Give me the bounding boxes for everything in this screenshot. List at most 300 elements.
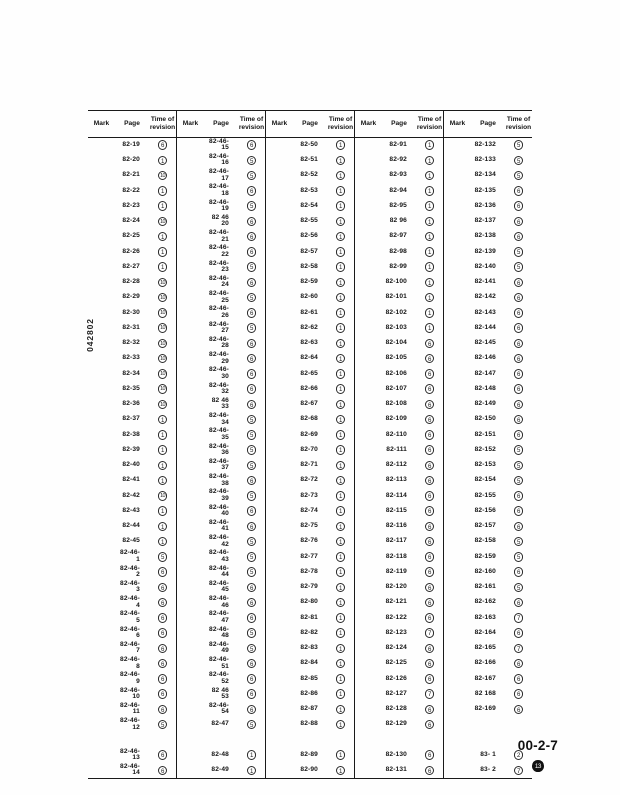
revision-circle-mark: 6 bbox=[425, 445, 435, 455]
cell-page-number: 82-153 bbox=[474, 461, 496, 469]
cell-page-number: 82-46-54 bbox=[209, 701, 229, 716]
footer-revision-circle: 13 bbox=[532, 760, 544, 772]
column-header-page-2: Page bbox=[204, 111, 238, 138]
table-row bbox=[88, 748, 532, 763]
revision-circle-mark: 1 bbox=[336, 461, 346, 471]
revision-circle-mark: 6 bbox=[425, 583, 435, 593]
cell-page-number: 82-154 bbox=[474, 476, 496, 484]
cell-mark bbox=[177, 382, 205, 397]
cell-time-of-revision bbox=[505, 626, 532, 641]
cell-mark bbox=[177, 488, 205, 503]
table-row bbox=[88, 702, 532, 717]
cell-page-number: 82-46-47 bbox=[209, 610, 229, 624]
revision-circle-mark: 6 bbox=[425, 705, 435, 715]
table-row bbox=[88, 275, 532, 290]
cell-page-number: 82-26 bbox=[122, 247, 140, 255]
cell-mark bbox=[88, 153, 115, 168]
cell-time-of-revision bbox=[149, 748, 177, 763]
cell-mark bbox=[444, 717, 472, 732]
cell-mark bbox=[266, 214, 294, 229]
cell-page-number: 82-128 bbox=[385, 705, 407, 713]
cell-page-number: 82-46-39 bbox=[209, 488, 229, 502]
cell-page-number: 82-121 bbox=[385, 598, 407, 606]
cell-time-of-revision bbox=[505, 336, 532, 351]
cell-page-number: 82-24 bbox=[122, 217, 140, 225]
cell-mark bbox=[88, 687, 115, 702]
cell-page-number: 82-116 bbox=[385, 522, 407, 530]
table-row bbox=[88, 153, 532, 168]
cell-time-of-revision bbox=[327, 732, 355, 747]
cell-page-number: 82-131 bbox=[382, 763, 416, 779]
cell-time-of-revision bbox=[327, 763, 355, 779]
cell-page-number: 82-52 bbox=[300, 171, 318, 179]
revision-circle-mark: 1 bbox=[336, 400, 346, 410]
cell-time-of-revision bbox=[327, 488, 355, 503]
cell-mark bbox=[266, 717, 294, 732]
cell-mark bbox=[88, 137, 115, 153]
cell-page-number: 82-79 bbox=[300, 583, 318, 591]
revision-circle-mark: 10 bbox=[158, 278, 168, 288]
revision-circle-mark: 5 bbox=[247, 201, 257, 211]
cell-mark bbox=[444, 427, 472, 442]
revision-circle-mark: 5 bbox=[514, 461, 524, 471]
cell-mark bbox=[266, 336, 294, 351]
cell-mark bbox=[177, 458, 205, 473]
revision-circle-mark: 6 bbox=[247, 308, 257, 318]
revision-circle-mark: 6 bbox=[514, 506, 524, 516]
cell-time-of-revision bbox=[416, 366, 444, 381]
cell-mark bbox=[444, 763, 472, 779]
revision-circle-mark: 6 bbox=[514, 339, 524, 349]
cell-page-number: 82-126 bbox=[385, 674, 407, 682]
cell-page-number: 82-132 bbox=[474, 140, 496, 148]
revision-circle-mark: 6 bbox=[158, 628, 168, 638]
cell-page-number: 82-99 bbox=[389, 262, 407, 270]
cell-mark bbox=[177, 687, 205, 702]
cell-page-number: 82-158 bbox=[474, 537, 496, 545]
cell-time-of-revision bbox=[149, 488, 177, 503]
cell-time-of-revision bbox=[327, 336, 355, 351]
cell-mark bbox=[444, 412, 472, 427]
revision-circle-mark: 1 bbox=[158, 522, 168, 532]
cell-time-of-revision bbox=[505, 366, 532, 381]
cell-page-number: 82-49 bbox=[204, 763, 238, 779]
revision-circle-mark: 6 bbox=[514, 705, 524, 715]
cell-page-number: 82-28 bbox=[122, 278, 140, 286]
column-header-time-of-revision-5: Time of revision bbox=[505, 111, 532, 138]
cell-mark bbox=[444, 183, 472, 198]
revision-circle-mark: 1 bbox=[336, 750, 346, 760]
revision-circle-mark: 6 bbox=[247, 705, 257, 715]
revision-circle-mark: 6 bbox=[158, 705, 168, 715]
cell-mark bbox=[266, 671, 294, 686]
revision-circle-mark: 1 bbox=[336, 476, 346, 486]
cell-mark bbox=[355, 260, 383, 275]
revision-circle-mark: 5 bbox=[247, 293, 257, 303]
cell-page-number: 82-46-52 bbox=[209, 671, 229, 685]
cell-time-of-revision bbox=[416, 199, 444, 214]
cell-page-number: 82-58 bbox=[300, 262, 318, 270]
cell-page-number: 82-69 bbox=[300, 430, 318, 438]
cell-page-number: 82-46-28 bbox=[209, 335, 229, 350]
revision-circle-mark: 1 bbox=[425, 217, 435, 227]
cell-time-of-revision bbox=[416, 214, 444, 229]
cell-page-number: 82-139 bbox=[474, 247, 496, 255]
revision-circle-mark: 6 bbox=[425, 613, 435, 623]
revision-circle-mark: 6 bbox=[514, 689, 524, 699]
cell-page-number: 82-29 bbox=[122, 293, 140, 301]
cell-time-of-revision bbox=[238, 397, 266, 412]
revision-circle-mark: 1 bbox=[158, 232, 168, 242]
cell-time-of-revision bbox=[238, 412, 266, 427]
revision-circle-mark: 6 bbox=[514, 308, 524, 318]
cell-time-of-revision bbox=[505, 534, 532, 549]
column-header-mark-4: Mark bbox=[355, 111, 383, 138]
cell-page-number: 82-46-21 bbox=[209, 229, 229, 243]
cell-mark bbox=[355, 153, 383, 168]
cell-time-of-revision bbox=[505, 473, 532, 488]
revision-circle-mark: 6 bbox=[247, 400, 257, 410]
revision-circle-mark: 6 bbox=[247, 506, 257, 516]
cell-mark bbox=[444, 610, 472, 625]
cell-page-number: 82-70 bbox=[300, 445, 318, 453]
cell-mark bbox=[355, 626, 383, 641]
revision-circle-mark: 1 bbox=[425, 186, 435, 196]
cell-mark bbox=[177, 519, 205, 534]
cell-mark bbox=[88, 214, 115, 229]
cell-page-number: 82-141 bbox=[474, 278, 496, 286]
cell-time-of-revision bbox=[238, 748, 266, 763]
cell-time-of-revision bbox=[416, 183, 444, 198]
cell-time-of-revision bbox=[327, 656, 355, 671]
cell-page-number: 82-36 bbox=[122, 400, 140, 408]
cell-page-number: 82-53 bbox=[300, 186, 318, 194]
revision-circle-mark: 5 bbox=[247, 156, 257, 166]
cell-time-of-revision bbox=[238, 717, 266, 732]
table-row bbox=[88, 610, 532, 625]
revision-circle-mark: 5 bbox=[158, 552, 168, 562]
cell-mark bbox=[88, 199, 115, 214]
cell-mark bbox=[88, 519, 115, 534]
cell-time-of-revision bbox=[327, 443, 355, 458]
cell-page-number bbox=[471, 717, 505, 732]
column-header-time-of-revision-2: Time of revision bbox=[238, 111, 266, 138]
revision-circle-mark: 6 bbox=[425, 674, 435, 684]
revision-circle-mark: 6 bbox=[247, 369, 257, 379]
revision-circle-mark: 6 bbox=[247, 140, 257, 150]
column-header-time-of-revision-1: Time of revision bbox=[149, 111, 177, 138]
cell-page-number: 82-94 bbox=[389, 186, 407, 194]
revision-circle-mark: 5 bbox=[247, 567, 257, 577]
cell-time-of-revision bbox=[149, 717, 177, 732]
cell-page-number: 82-77 bbox=[300, 552, 318, 560]
cell-page-number: 82-123 bbox=[385, 628, 407, 636]
cell-page-number: 82-95 bbox=[389, 201, 407, 209]
cell-mark bbox=[177, 656, 205, 671]
cell-time-of-revision bbox=[327, 595, 355, 610]
cell-mark bbox=[444, 748, 472, 763]
cell-time-of-revision bbox=[238, 382, 266, 397]
cell-time-of-revision bbox=[327, 153, 355, 168]
revision-circle-mark: 1 bbox=[336, 201, 346, 211]
cell-time-of-revision bbox=[149, 595, 177, 610]
cell-time-of-revision bbox=[416, 153, 444, 168]
cell-mark bbox=[177, 565, 205, 580]
cell-time-of-revision bbox=[416, 519, 444, 534]
revision-circle-mark: 6 bbox=[247, 476, 257, 486]
cell-page-number: 82-142 bbox=[474, 293, 496, 301]
cell-time-of-revision bbox=[327, 168, 355, 183]
cell-time-of-revision bbox=[416, 305, 444, 320]
cell-mark bbox=[177, 626, 205, 641]
revision-circle-mark: 5 bbox=[247, 171, 257, 181]
cell-page-number: 82-46-32 bbox=[209, 381, 229, 396]
cell-mark bbox=[88, 351, 115, 366]
table-row bbox=[88, 397, 532, 412]
cell-page-number: 82-138 bbox=[474, 232, 496, 240]
cell-time-of-revision bbox=[238, 565, 266, 580]
table-row bbox=[88, 427, 532, 442]
cell-page-number: 82-104 bbox=[385, 339, 407, 347]
revision-circle-mark: 1 bbox=[336, 430, 346, 440]
revision-circle-mark: 6 bbox=[158, 613, 168, 623]
cell-mark bbox=[177, 321, 205, 336]
cell-page-number: 82-46-41 bbox=[209, 518, 229, 533]
cell-time-of-revision bbox=[327, 214, 355, 229]
revision-circle-mark: 1 bbox=[336, 369, 346, 379]
cell-page-number: 82-150 bbox=[474, 415, 496, 423]
table-row bbox=[88, 488, 532, 503]
cell-time-of-revision bbox=[505, 412, 532, 427]
cell-time-of-revision bbox=[505, 641, 532, 656]
cell-page-number: 82 168 bbox=[474, 689, 496, 697]
cell-page-number: 82 46 33 bbox=[211, 396, 229, 411]
revision-circle-mark: 1 bbox=[336, 522, 346, 532]
cell-page-number: 82-106 bbox=[385, 369, 407, 377]
cell-mark bbox=[266, 427, 294, 442]
cell-mark bbox=[355, 687, 383, 702]
cell-time-of-revision bbox=[238, 626, 266, 641]
revision-circle-mark: 1 bbox=[336, 308, 346, 318]
cell-page-number: 82-50 bbox=[300, 140, 318, 148]
cell-mark bbox=[355, 504, 383, 519]
cell-mark bbox=[266, 153, 294, 168]
cell-time-of-revision bbox=[238, 702, 266, 717]
cell-time-of-revision bbox=[149, 260, 177, 275]
cell-page-number bbox=[293, 732, 327, 747]
cell-page-number: 82-27 bbox=[122, 262, 140, 270]
cell-page-number: 82-71 bbox=[300, 461, 318, 469]
cell-page-number: 82-100 bbox=[385, 278, 407, 286]
cell-time-of-revision bbox=[238, 595, 266, 610]
revision-circle-mark: 10 bbox=[158, 323, 168, 333]
cell-page-number: 82-46-23 bbox=[209, 259, 229, 274]
cell-time-of-revision bbox=[505, 260, 532, 275]
table-row bbox=[88, 336, 532, 351]
cell-mark bbox=[444, 275, 472, 290]
revision-circle-mark: 5 bbox=[514, 140, 524, 150]
cell-time-of-revision bbox=[327, 244, 355, 259]
cell-mark bbox=[266, 626, 294, 641]
cell-time-of-revision bbox=[149, 656, 177, 671]
cell-page-number: 82-33 bbox=[122, 354, 140, 362]
revision-circle-mark: 1 bbox=[425, 293, 435, 303]
cell-mark bbox=[355, 336, 383, 351]
cell-time-of-revision bbox=[327, 702, 355, 717]
cell-mark bbox=[88, 641, 115, 656]
cell-time-of-revision bbox=[327, 717, 355, 732]
revision-circle-mark: 6 bbox=[514, 217, 524, 227]
revision-circle-mark: 1 bbox=[425, 308, 435, 318]
cell-mark bbox=[355, 214, 383, 229]
cell-page-number: 82-46-14 bbox=[115, 763, 149, 779]
cell-page-number: 82-46- 8 bbox=[120, 656, 140, 670]
cell-time-of-revision bbox=[238, 229, 266, 244]
cell-mark bbox=[355, 458, 383, 473]
revision-circle-mark: 1 bbox=[336, 247, 346, 257]
cell-mark bbox=[88, 321, 115, 336]
cell-page-number: 82-46-19 bbox=[209, 198, 229, 213]
revision-circle-mark: 6 bbox=[514, 400, 524, 410]
cell-time-of-revision bbox=[416, 336, 444, 351]
cell-time-of-revision bbox=[327, 641, 355, 656]
cell-time-of-revision bbox=[327, 290, 355, 305]
cell-time-of-revision bbox=[149, 168, 177, 183]
cell-mark bbox=[444, 458, 472, 473]
revision-circle-mark: 10 bbox=[158, 308, 168, 318]
cell-time-of-revision bbox=[238, 351, 266, 366]
table-row bbox=[88, 412, 532, 427]
cell-mark bbox=[266, 168, 294, 183]
cell-time-of-revision bbox=[238, 168, 266, 183]
revision-circle-mark: 1 bbox=[336, 766, 346, 776]
cell-time-of-revision bbox=[149, 443, 177, 458]
revision-circle-mark: 6 bbox=[425, 598, 435, 608]
cell-page-number: 82-164 bbox=[474, 628, 496, 636]
cell-mark bbox=[355, 519, 383, 534]
cell-page-number: 82-129 bbox=[385, 720, 407, 728]
revision-circle-mark: 10 bbox=[158, 400, 168, 410]
revision-circle-mark: 10 bbox=[158, 339, 168, 349]
cell-page-number: 82-151 bbox=[474, 430, 496, 438]
table-row bbox=[88, 671, 532, 686]
cell-mark bbox=[266, 763, 294, 779]
cell-page-number: 82-72 bbox=[300, 476, 318, 484]
cell-time-of-revision bbox=[416, 244, 444, 259]
revision-circle-mark: 1 bbox=[336, 186, 346, 196]
cell-time-of-revision bbox=[149, 321, 177, 336]
cell-time-of-revision bbox=[416, 443, 444, 458]
cell-mark bbox=[177, 534, 205, 549]
cell-time-of-revision bbox=[238, 443, 266, 458]
cell-page-number: 82-46- 1 bbox=[120, 549, 140, 563]
revision-circle-mark: 1 bbox=[336, 537, 346, 547]
cell-mark bbox=[355, 595, 383, 610]
revision-circle-mark: 10 bbox=[158, 293, 168, 303]
revision-circle-mark: 5 bbox=[514, 552, 524, 562]
cell-page-number: 82-30 bbox=[122, 308, 140, 316]
revision-circle-mark: 6 bbox=[514, 674, 524, 684]
cell-time-of-revision bbox=[505, 488, 532, 503]
cell-mark bbox=[355, 534, 383, 549]
cell-mark bbox=[444, 549, 472, 564]
cell-mark bbox=[355, 351, 383, 366]
cell-time-of-revision bbox=[149, 366, 177, 381]
cell-time-of-revision bbox=[149, 519, 177, 534]
cell-mark bbox=[88, 565, 115, 580]
revision-circle-mark: 1 bbox=[336, 156, 346, 166]
cell-mark bbox=[444, 504, 472, 519]
cell-page-number: 82-63 bbox=[300, 339, 318, 347]
cell-mark bbox=[355, 610, 383, 625]
revision-circle-mark: 1 bbox=[336, 171, 346, 181]
cell-mark bbox=[177, 244, 205, 259]
cell-page-number: 82-46-40 bbox=[209, 503, 229, 518]
cell-mark bbox=[266, 732, 294, 747]
cell-mark bbox=[266, 397, 294, 412]
cell-time-of-revision bbox=[505, 656, 532, 671]
revision-circle-mark: 1 bbox=[425, 232, 435, 242]
cell-time-of-revision bbox=[416, 382, 444, 397]
table-row bbox=[88, 290, 532, 305]
cell-mark bbox=[266, 656, 294, 671]
revision-circle-mark: 5 bbox=[247, 552, 257, 562]
cell-time-of-revision bbox=[416, 763, 444, 779]
cell-time-of-revision bbox=[238, 260, 266, 275]
cell-page-number: 82-46-13 bbox=[120, 747, 140, 762]
revision-circle-mark: 1 bbox=[425, 278, 435, 288]
cell-time-of-revision bbox=[505, 504, 532, 519]
cell-time-of-revision bbox=[238, 137, 266, 153]
cell-page-number: 82-125 bbox=[385, 659, 407, 667]
revision-circle-mark: 6 bbox=[158, 140, 168, 150]
revision-circle-mark: 5 bbox=[247, 644, 257, 654]
revision-circle-mark: 1 bbox=[158, 262, 168, 272]
cell-mark bbox=[88, 443, 115, 458]
footer-page-number: 00-2-7 bbox=[517, 738, 558, 753]
cell-time-of-revision bbox=[327, 671, 355, 686]
cell-page-number: 82-110 bbox=[385, 430, 407, 438]
revision-circle-mark: 7 bbox=[425, 628, 435, 638]
cell-page-number: 82-40 bbox=[122, 461, 140, 469]
cell-page-number: 82-54 bbox=[300, 201, 318, 209]
cell-time-of-revision bbox=[416, 626, 444, 641]
revision-circle-mark: 10 bbox=[158, 369, 168, 379]
revision-circle-mark: 1 bbox=[158, 186, 168, 196]
cell-time-of-revision bbox=[505, 565, 532, 580]
cell-time-of-revision bbox=[238, 199, 266, 214]
revision-circle-mark: 6 bbox=[247, 354, 257, 364]
cell-time-of-revision bbox=[416, 488, 444, 503]
cell-time-of-revision bbox=[327, 229, 355, 244]
cell-page-number: 82-89 bbox=[300, 750, 318, 758]
cell-time-of-revision bbox=[238, 519, 266, 534]
revision-circle-mark: 1 bbox=[158, 247, 168, 257]
cell-page-number: 82-101 bbox=[385, 293, 407, 301]
cell-page-number: 82-88 bbox=[300, 720, 318, 728]
cell-time-of-revision bbox=[505, 671, 532, 686]
cell-page-number: 82-122 bbox=[385, 613, 407, 621]
cell-mark bbox=[177, 473, 205, 488]
cell-mark bbox=[444, 214, 472, 229]
revision-circle-mark: 6 bbox=[247, 613, 257, 623]
cell-mark bbox=[266, 199, 294, 214]
cell-mark bbox=[355, 717, 383, 732]
table-row bbox=[88, 549, 532, 564]
cell-page-number: 82-21 bbox=[122, 171, 140, 179]
cell-mark bbox=[177, 153, 205, 168]
cell-time-of-revision bbox=[327, 504, 355, 519]
